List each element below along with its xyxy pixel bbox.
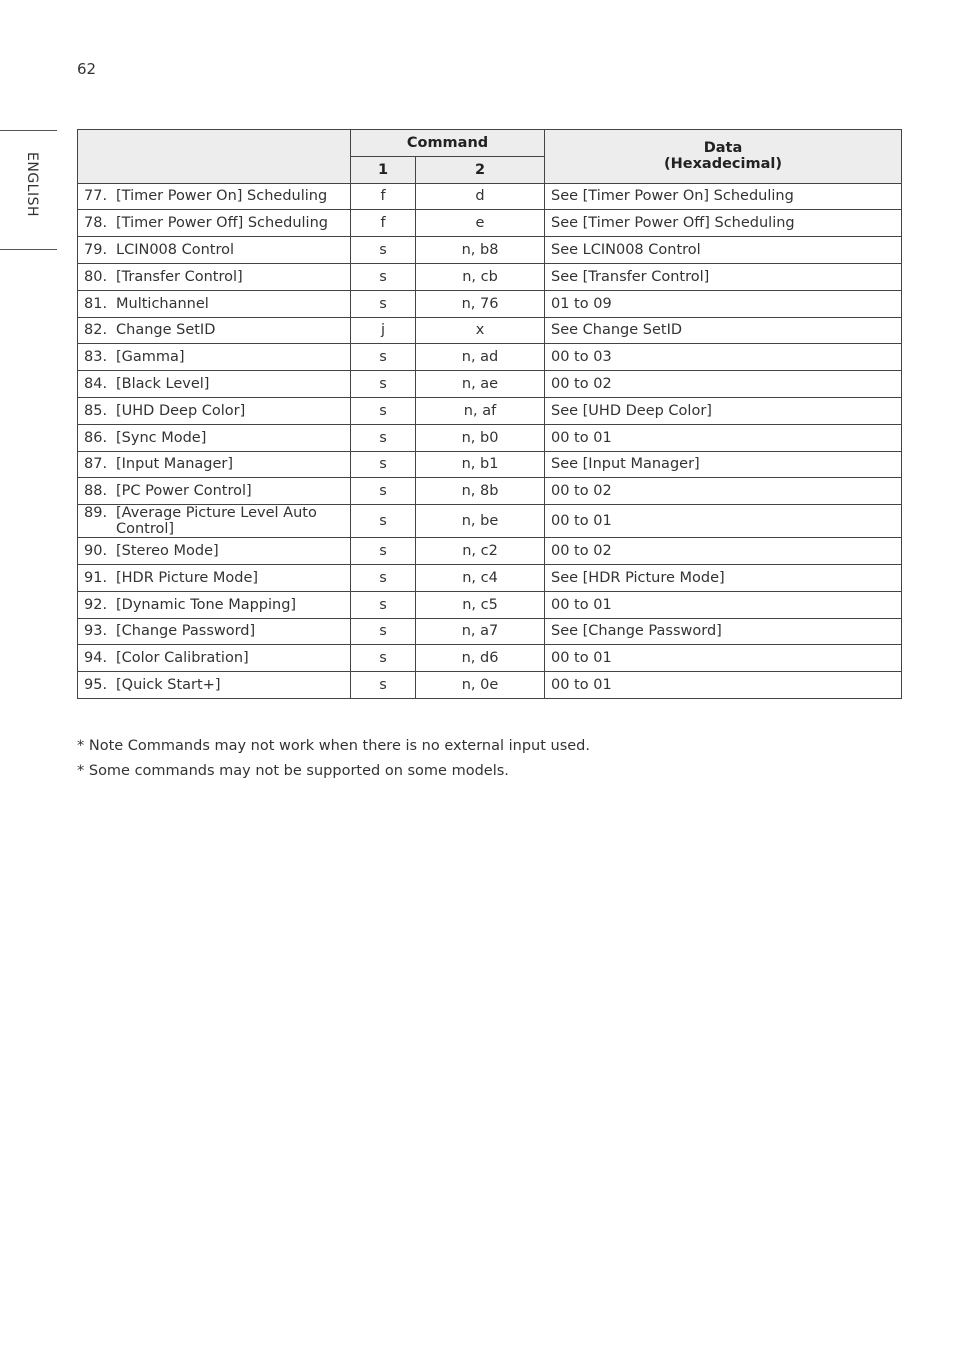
command-2: e (416, 210, 545, 237)
notes (77, 738, 590, 788)
header-col-1: 1 (351, 156, 416, 183)
note-external-input: * Note Commands may not work when there is no external input used. (77, 738, 590, 754)
command-name: [Quick Start+] (116, 677, 221, 694)
table-row (78, 672, 902, 699)
row-number: 80. (84, 268, 108, 285)
data-value: See [UHD Deep Color] (545, 397, 902, 424)
command-1: s (351, 290, 416, 317)
data-value: See LCIN008 Control (545, 237, 902, 264)
table-row (78, 317, 902, 344)
command-name: [Dynamic Tone Mapping] (116, 596, 297, 613)
row-number: 91. (84, 569, 108, 586)
command-2: n, c4 (416, 564, 545, 591)
row-number: 78. (84, 215, 108, 232)
header-command: Command (351, 130, 545, 157)
command-2: n, 76 (416, 290, 545, 317)
table-row (78, 263, 902, 290)
command-name-cell (78, 397, 351, 424)
table-row (78, 451, 902, 478)
command-1: s (351, 344, 416, 371)
command-2: n, cb (416, 263, 545, 290)
command-2: n, b1 (416, 451, 545, 478)
command-name-cell (78, 183, 351, 210)
command-1: s (351, 618, 416, 645)
command-name-cell (78, 371, 351, 398)
command-1: s (351, 538, 416, 565)
command-2: n, af (416, 397, 545, 424)
data-value: See [Change Password] (545, 618, 902, 645)
command-2: d (416, 183, 545, 210)
command-name-cell (78, 210, 351, 237)
row-number: 94. (84, 650, 108, 667)
command-name: LCIN008 Control (116, 242, 235, 259)
table-row (78, 538, 902, 565)
table-row (78, 210, 902, 237)
header-data-title: Data (703, 140, 743, 157)
command-name: [Average Picture Level Auto Control] (116, 505, 317, 538)
table-row (78, 183, 902, 210)
command-1: s (351, 645, 416, 672)
command-1: s (351, 424, 416, 451)
table-row (78, 371, 902, 398)
row-number: 82. (84, 322, 108, 339)
table-body (78, 183, 902, 698)
row-number: 84. (84, 376, 108, 393)
command-1: s (351, 371, 416, 398)
command-2: n, b0 (416, 424, 545, 451)
table-row (78, 344, 902, 371)
header-empty-cell (78, 130, 351, 184)
data-value: See [HDR Picture Mode] (545, 564, 902, 591)
data-value: 00 to 02 (545, 538, 902, 565)
command-name: [Timer Power Off] Scheduling (116, 215, 328, 232)
command-1: s (351, 237, 416, 264)
data-value: 00 to 01 (545, 424, 902, 451)
command-name: [UHD Deep Color] (116, 402, 246, 419)
row-number: 93. (84, 623, 108, 640)
command-name-cell (78, 672, 351, 699)
command-name: [Gamma] (116, 349, 185, 366)
note-model-support: * Some commands may not be supported on some models. (77, 763, 509, 779)
data-value: 01 to 09 (545, 290, 902, 317)
data-value: See Change SetID (545, 317, 902, 344)
command-2: n, ae (416, 371, 545, 398)
header-data (545, 130, 902, 184)
row-number: 90. (84, 543, 108, 560)
data-value: 00 to 03 (545, 344, 902, 371)
table-row (78, 397, 902, 424)
table-row (78, 237, 902, 264)
command-name-cell (78, 564, 351, 591)
command-name-cell (78, 317, 351, 344)
row-number: 88. (84, 483, 108, 500)
command-name: [HDR Picture Mode] (116, 569, 259, 586)
command-name: [Stereo Mode] (116, 543, 219, 560)
command-name-cell (78, 451, 351, 478)
table-row (78, 290, 902, 317)
row-number: 77. (84, 188, 108, 205)
command-1: s (351, 564, 416, 591)
data-value: 00 to 02 (545, 478, 902, 505)
table-row (78, 505, 902, 538)
command-name-cell (78, 263, 351, 290)
table-row (78, 478, 902, 505)
command-2: n, 8b (416, 478, 545, 505)
language-tab-label: ENGLISH (24, 152, 40, 218)
command-name-cell (78, 645, 351, 672)
command-name-cell (78, 478, 351, 505)
command-2: n, be (416, 505, 545, 538)
command-2: n, ad (416, 344, 545, 371)
command-2: n, a7 (416, 618, 545, 645)
table-row (78, 564, 902, 591)
command-name: [Transfer Control] (116, 268, 243, 285)
data-value: 00 to 01 (545, 591, 902, 618)
header-data-subtitle: (Hexadecimal) (663, 156, 782, 173)
command-name: Change SetID (116, 322, 216, 339)
row-number: 85. (84, 402, 108, 419)
row-number: 79. (84, 242, 108, 259)
command-2: n, c5 (416, 591, 545, 618)
command-name-cell (78, 618, 351, 645)
command-2: n, d6 (416, 645, 545, 672)
page-number: 62 (77, 60, 97, 78)
row-number: 89. (84, 505, 108, 522)
command-1: s (351, 478, 416, 505)
table-row (78, 424, 902, 451)
data-value: 00 to 01 (545, 505, 902, 538)
command-name: [PC Power Control] (116, 483, 252, 500)
command-name: [Change Password] (116, 623, 256, 640)
command-1: s (351, 591, 416, 618)
command-name: [Color Calibration] (116, 650, 249, 667)
command-1: s (351, 263, 416, 290)
table-row (78, 618, 902, 645)
data-value: 00 to 01 (545, 645, 902, 672)
row-number: 87. (84, 456, 108, 473)
command-2: n, 0e (416, 672, 545, 699)
command-name: [Black Level] (116, 376, 210, 393)
command-name: Multichannel (116, 295, 209, 312)
table-row (78, 591, 902, 618)
command-name-cell (78, 591, 351, 618)
command-name: [Sync Mode] (116, 429, 207, 446)
row-number: 95. (84, 677, 108, 694)
command-name-cell (78, 344, 351, 371)
command-1: s (351, 451, 416, 478)
command-1: f (351, 183, 416, 210)
data-value: 00 to 01 (545, 672, 902, 699)
command-table (77, 129, 902, 699)
data-value: 00 to 02 (545, 371, 902, 398)
command-2: n, c2 (416, 538, 545, 565)
command-1: s (351, 672, 416, 699)
command-1: s (351, 505, 416, 538)
row-number: 83. (84, 349, 108, 366)
command-2: x (416, 317, 545, 344)
row-number: 86. (84, 429, 108, 446)
header-col-2: 2 (416, 156, 545, 183)
data-value: See [Transfer Control] (545, 263, 902, 290)
command-1: j (351, 317, 416, 344)
command-name-cell (78, 424, 351, 451)
command-name: [Timer Power On] Scheduling (116, 188, 328, 205)
command-1: s (351, 397, 416, 424)
command-1: f (351, 210, 416, 237)
table-row (78, 645, 902, 672)
data-value: See [Input Manager] (545, 451, 902, 478)
command-name-cell (78, 538, 351, 565)
data-value: See [Timer Power On] Scheduling (545, 183, 902, 210)
command-name-cell (78, 505, 351, 538)
data-value: See [Timer Power Off] Scheduling (545, 210, 902, 237)
command-2: n, b8 (416, 237, 545, 264)
command-name-cell (78, 290, 351, 317)
command-name-cell (78, 237, 351, 264)
command-name: [Input Manager] (116, 456, 234, 473)
row-number: 81. (84, 295, 108, 312)
row-number: 92. (84, 596, 108, 613)
